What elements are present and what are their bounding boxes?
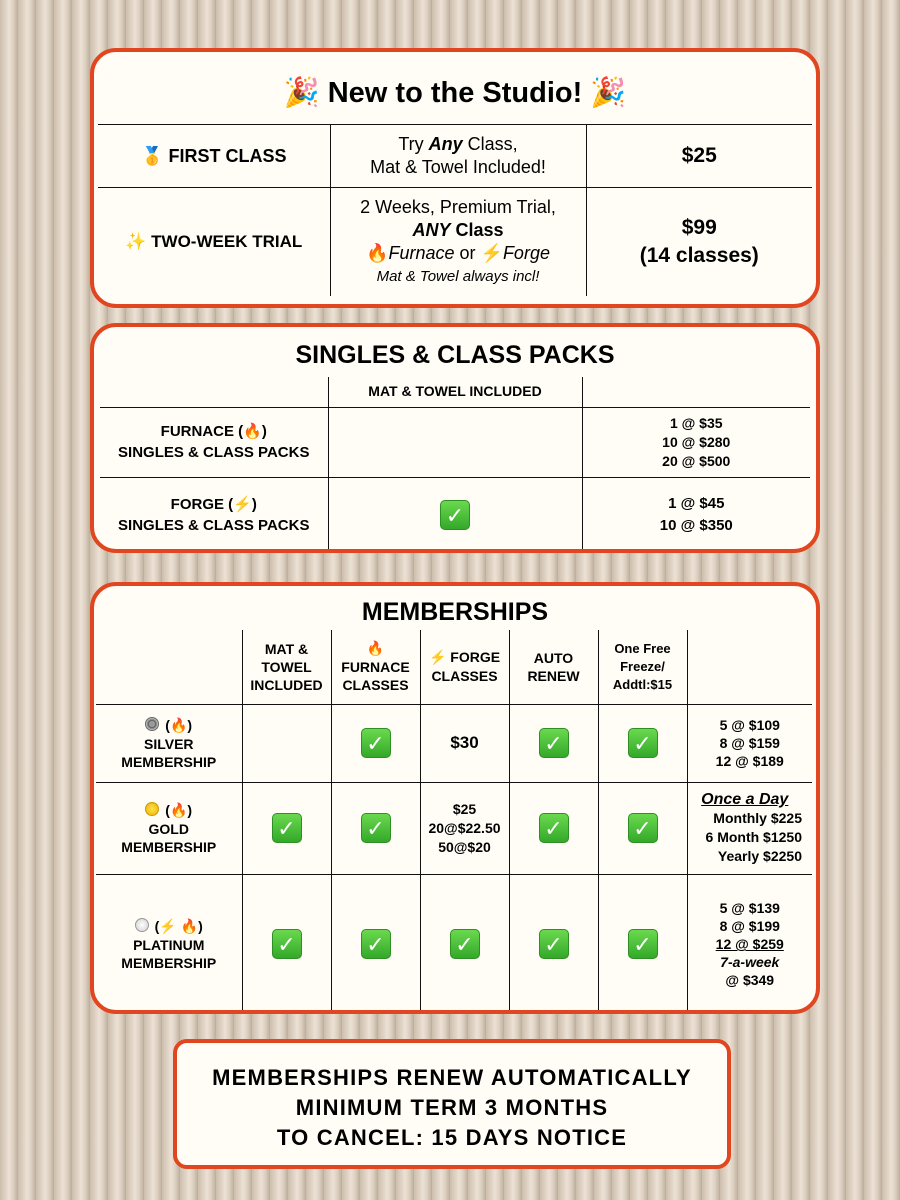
checkmark-icon: ✓	[440, 500, 470, 530]
checkmark-icon: ✓	[361, 813, 391, 843]
mat-towel-cell	[328, 407, 582, 477]
table-row	[100, 377, 810, 407]
checkmark-icon: ✓	[539, 728, 569, 758]
checkmark-icon: ✓	[361, 929, 391, 959]
fire-icon: 🔥	[169, 802, 188, 819]
fire-icon: 🔥	[366, 640, 385, 657]
col-header-mat-towel: MAT & TOWEL INCLUDED	[328, 377, 582, 407]
intro-table	[98, 124, 812, 296]
col-header-freeze: One Free Freeze/ Addtl:$15	[598, 630, 687, 704]
membership-prices: 5 @ $139 8 @ $199 12 @ $259 7-a-week @ $349	[687, 874, 812, 1014]
offer-description: Try Any Class, Mat & Towel Included!	[330, 125, 586, 188]
checkmark-icon: ✓	[272, 929, 302, 959]
pack-name: FURNACE (🔥) SINGLES & CLASS PACKS	[100, 407, 328, 477]
membership-prices: Once a Day Monthly $225 6 Month $1250 Yearly $2250	[687, 782, 812, 874]
lightning-icon: ⚡	[428, 650, 447, 667]
party-popper-icon: 🎉	[590, 76, 627, 110]
notice-line: TO CANCEL: 15 DAYS NOTICE	[276, 1125, 628, 1150]
intro-card	[90, 48, 820, 308]
forge-price: $30	[420, 704, 509, 782]
checkmark-icon: ✓	[450, 929, 480, 959]
offer-price: $99 (14 classes)	[586, 188, 812, 296]
checkmark-icon: ✓	[628, 728, 658, 758]
notice-line: MEMBERSHIPS RENEW AUTOMATICALLY	[212, 1065, 692, 1090]
memberships-title: MEMBERSHIPS	[361, 598, 549, 626]
lightning-icon: ⚡	[159, 918, 177, 935]
offer-name: ✨ TWO-WEEK TRIAL	[98, 188, 330, 296]
notice-line: MINIMUM TERM 3 MONTHS	[295, 1095, 609, 1120]
membership-name: (🔥) GOLD MEMBERSHIP	[96, 782, 242, 874]
table-row	[96, 874, 812, 1014]
packs-card	[90, 323, 820, 553]
memberships-table	[96, 630, 812, 1014]
lightning-icon: ⚡	[480, 242, 503, 264]
medal-icon: 🥇	[141, 145, 164, 167]
table-row	[96, 704, 812, 782]
fire-icon: 🔥	[180, 918, 199, 935]
packs-title: SINGLES & CLASS PACKS	[295, 341, 615, 369]
fire-icon: 🔥	[243, 422, 262, 440]
col-header-furnace: 🔥 FURNACE CLASSES	[331, 630, 420, 704]
col-header-forge: ⚡ FORGE CLASSES	[420, 630, 509, 704]
table-row	[100, 477, 810, 553]
checkmark-icon: ✓	[361, 728, 391, 758]
table-row	[96, 630, 812, 704]
notice-card	[173, 1039, 731, 1169]
gold-circle-icon	[145, 802, 159, 816]
party-popper-icon: 🎉	[283, 76, 320, 110]
checkmark-icon: ✓	[272, 813, 302, 843]
white-circle-icon	[135, 918, 149, 932]
membership-prices: 5 @ $109 8 @ $159 12 @ $189	[687, 704, 812, 782]
membership-name: (🔥) SILVER MEMBERSHIP	[96, 704, 242, 782]
col-header-auto-renew: AUTO RENEW	[509, 630, 598, 704]
checkmark-icon: ✓	[628, 929, 658, 959]
packs-table	[100, 377, 810, 553]
checkmark-icon: ✓	[628, 813, 658, 843]
sparkles-icon: ✨	[125, 231, 147, 252]
pack-prices: 1 @ $45 10 @ $350	[582, 477, 810, 553]
offer-description: 2 Weeks, Premium Trial, ANY Class 🔥Furnace or ⚡Forge Mat & Towel always incl!	[330, 188, 586, 296]
memberships-card	[90, 582, 820, 1014]
lightning-icon: ⚡	[233, 495, 252, 514]
silver-circle-icon	[145, 717, 159, 731]
checkmark-icon: ✓	[539, 813, 569, 843]
fire-icon: 🔥	[169, 717, 188, 734]
pack-prices: 1 @ $35 10 @ $280 20 @ $500	[582, 407, 810, 477]
mat-towel-cell	[328, 477, 582, 553]
col-header-mat-towel: MAT & TOWEL INCLUDED	[242, 630, 331, 704]
table-row	[100, 407, 810, 477]
fire-icon: 🔥	[366, 242, 389, 264]
table-row	[98, 188, 812, 296]
membership-name: (⚡ 🔥) PLATINUM MEMBERSHIP	[96, 874, 242, 1014]
offer-name: 🥇 FIRST CLASS	[98, 125, 330, 188]
intro-title: 🎉 New to the Studio! 🎉	[283, 76, 627, 110]
checkmark-icon: ✓	[539, 929, 569, 959]
table-row	[96, 782, 812, 874]
offer-price: $25	[586, 125, 812, 188]
forge-price: $25 20@$22.50 50@$20	[420, 782, 509, 874]
table-row	[98, 125, 812, 188]
pack-name: FORGE (⚡) SINGLES & CLASS PACKS	[100, 477, 328, 553]
